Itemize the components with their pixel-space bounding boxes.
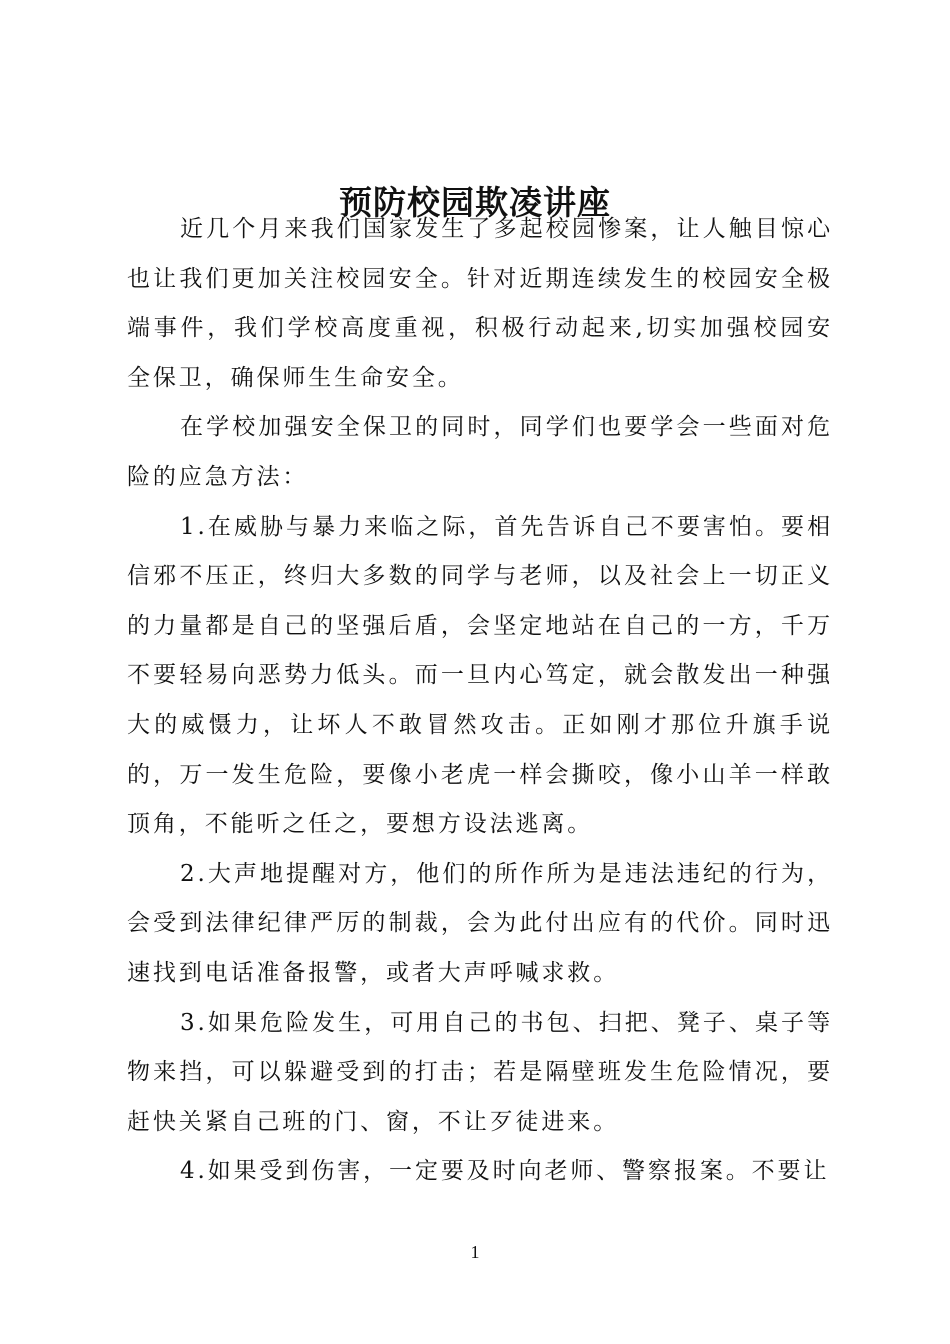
document-body	[127, 205, 833, 1197]
document-title: 预防校园欺凌讲座	[339, 183, 611, 223]
paragraph-intro: 近几个月来我们国家发生了多起校园惨案，让人触目惊心也让我们更加关注校园安全。针对近期连续发生的校园安全极端事件，我们学校高度重视，积极行动起来,切实加强校园安全保卫，确保师生生命安全。	[127, 216, 833, 391]
paragraph-item-4: 4.如果受到伤害，一定要及时向老师、警察报案。不要让	[180, 1158, 830, 1185]
paragraph-methods-intro: 在学校加强安全保卫的同时，同学们也要学会一些面对危险的应急方法：	[127, 414, 833, 490]
paragraph-item-2: 2.大声地提醒对方，他们的所作所为是违法违纪的行为，会受到法律纪律严厉的制裁，会为此付出应有的代价。同时迅速找到电话准备报警，或者大声呼喊求救。	[127, 860, 833, 986]
page-number: 1	[470, 1242, 480, 1262]
paragraph-item-3: 3.如果危险发生，可用自己的书包、扫把、凳子、桌子等物来挡，可以躲避受到的打击；若是隔壁班发生危险情况，要赶快关紧自己班的门、窗，不让歹徒进来。	[127, 1009, 833, 1135]
paragraph-item-1: 1.在威胁与暴力来临之际，首先告诉自己不要害怕。要相信邪不压正，终归大多数的同学与老师，以及社会上一切正义的力量都是自己的坚强后盾，会坚定地站在自己的一方，千万不要轻易向恶势力低头。而一旦内心笃定，就会散发出一种强大的威慑力，让坏人不敢冒然攻击。正如刚才那位升旗手说的，万一发生危险，要像小老虎一样会撕咬，像小山羊一样敢顶角，不能听之任之，要想方设法逃离。	[127, 513, 833, 838]
